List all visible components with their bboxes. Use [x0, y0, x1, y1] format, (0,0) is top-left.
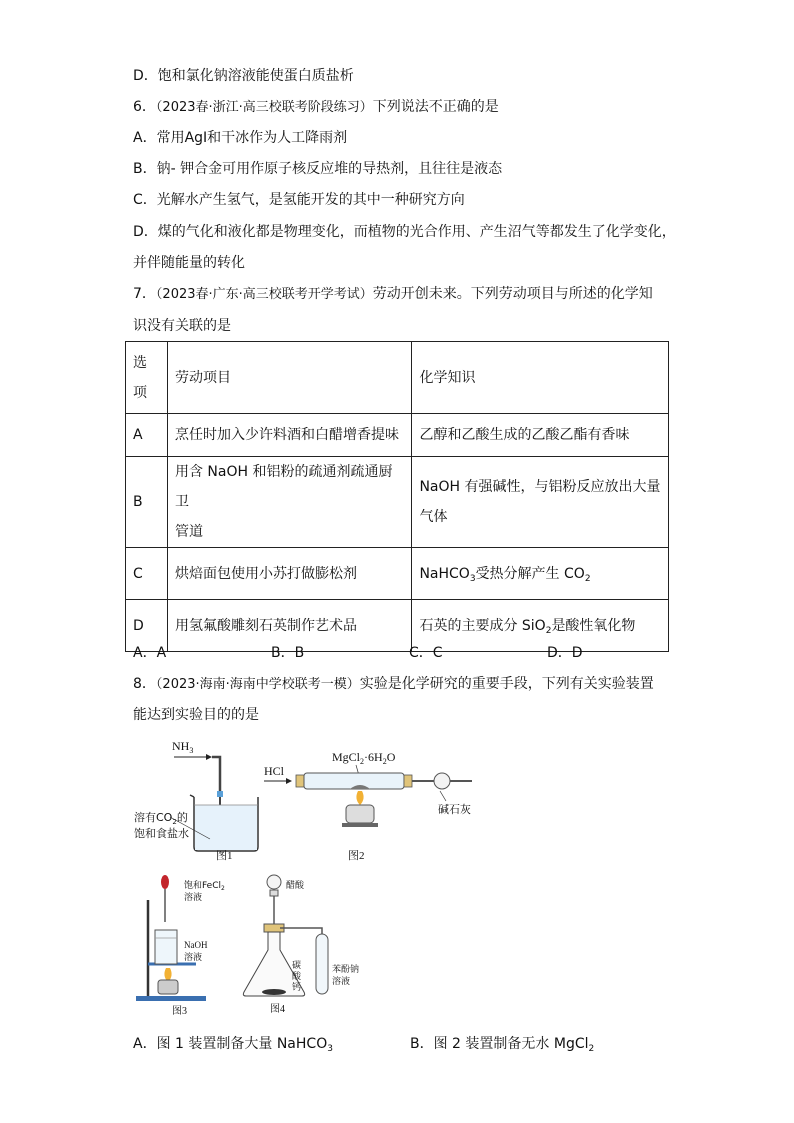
fig4-acid-label: 醋酸	[286, 881, 305, 891]
row-knowledge: 乙醇和乙酸生成的乙酸乙酯有香味	[412, 414, 669, 457]
figure-3	[132, 870, 242, 1020]
formula-subscript: 3	[327, 1044, 333, 1054]
q8-option-a	[133, 1034, 333, 1054]
q6-stem	[133, 97, 499, 118]
row-project: 烘焙面包使用小苏打做膨松剂	[167, 548, 412, 600]
row-knowledge	[412, 548, 669, 600]
fig1-arrow-head	[206, 754, 212, 760]
fig2-stopper-left	[296, 775, 304, 787]
table-cell	[126, 342, 168, 414]
row-project	[167, 457, 412, 548]
fig2-caption: 图2	[348, 850, 365, 862]
fig2-absorber-label: 碱石灰	[438, 803, 471, 816]
fig1-tube	[212, 757, 220, 793]
q7-option-b: B．B	[271, 645, 305, 661]
formula-text: NaHCO	[419, 565, 470, 582]
q7-table	[125, 341, 669, 652]
q7-number: 7．	[133, 286, 156, 302]
fig1-solution	[195, 805, 257, 850]
header-option-b: 项	[133, 384, 147, 401]
fig4-solid-line2: 酸	[292, 972, 302, 982]
figure-2	[262, 745, 482, 865]
q6-option-d-line2: 并伴随能量的转化	[133, 255, 245, 271]
q6-option-d-line1: D．煤的气化和液化都是物理变化，而植物的光合作用、产生沼气等都发生了化学变化，	[133, 224, 676, 240]
row-option: A	[126, 414, 168, 457]
row-project-line2: 管道	[174, 524, 203, 540]
fig1-solution-label-2: 饱和食盐水	[134, 827, 189, 840]
row-option: D	[126, 600, 168, 652]
fig4-solid	[262, 989, 286, 995]
fig2-reagent-label: $MgCl_2\cdot 6H_2O$	[332, 750, 396, 766]
row-project: 烹任时加入少许料酒和白醋增香提味	[167, 414, 412, 457]
q7-stem	[133, 284, 653, 305]
q5-option-d: D．饱和氯化钠溶液能使蛋白质盐析	[133, 68, 354, 84]
formula-subscript: 2	[545, 625, 552, 636]
q8-stem	[133, 674, 654, 695]
fig2-burner-base	[342, 823, 378, 827]
fig2-arrow-head	[286, 778, 292, 784]
fig3-caption: 图3	[172, 1006, 187, 1017]
fig1-beaker-lip	[190, 795, 194, 797]
q6-stem-text: 下列说法不正确的是	[372, 99, 499, 115]
formula-text: 受热分解产生 CO	[475, 565, 585, 582]
fig4-solution-line2: 溶液	[332, 977, 351, 987]
q8-option-b-text: B．图 2 装置制备无水 MgCl	[410, 1036, 589, 1052]
row-project-line1: 用含 NaOH 和铝粉的疏通剂疏通厨卫	[174, 464, 393, 510]
formula-text: 石英的主要成分 SiO	[419, 617, 546, 634]
row-option: B	[126, 457, 168, 548]
fig3-reagent1-line1: 饱和FeCl$_2$	[184, 881, 225, 892]
formula-subscript: 2	[588, 1044, 595, 1054]
formula-text: 是酸性氧化物	[551, 617, 636, 634]
q7-stem-line2: 识没有关联的是	[133, 318, 231, 334]
fig2-stopper-right	[404, 775, 412, 787]
row-knowledge-line1: NaOH 有强碱性，与铝粉反应放出大量	[419, 479, 661, 495]
formula-subscript: 2	[584, 573, 591, 584]
fig4-solid-line3: 钙	[292, 983, 302, 993]
table-row	[126, 342, 669, 414]
q7-stem-line1: 劳动开创未来。下列劳动项目与所述的化学知	[372, 286, 653, 302]
row-project: 用氢氟酸雕刻石英制作艺术品	[167, 600, 412, 652]
fig1-gas-label: $NH_3$	[172, 739, 194, 755]
table-header-project: 劳动项目	[167, 342, 412, 414]
formula-subscript: 3	[469, 573, 476, 584]
q6-option-b: B．钠- 钾合金可用作原子核反应堆的导热剂，且往往是液态	[133, 161, 503, 177]
fig3-reagent1-line2: 溶液	[184, 893, 203, 903]
fig3-burner	[158, 980, 178, 994]
q8-source: （2023·海南·海南中学校联考一模）	[155, 677, 360, 692]
fig3-reagent2-line2: 溶液	[184, 953, 203, 963]
fig4-caption: 图4	[270, 1004, 285, 1015]
fig2-pointer-2	[440, 791, 446, 801]
figure-4	[240, 868, 370, 1018]
q8-stem-line2: 能达到实验目的的是	[133, 707, 259, 723]
fig1-solution-label-1: 溶有$CO_2$的	[134, 811, 188, 826]
q6-option-c: C．光解水产生氢气，是氢能开发的其中一种研究方向	[133, 192, 465, 208]
row-option: C	[126, 548, 168, 600]
row-knowledge	[412, 457, 669, 548]
q8-option-b	[410, 1034, 594, 1054]
q8-number: 8．	[133, 676, 156, 692]
fig2-flame	[356, 791, 363, 805]
q7-options	[133, 642, 693, 662]
table-row	[126, 548, 669, 600]
q8-stem-line1: 实验是化学研究的重要手段，下列有关实验装置	[359, 676, 654, 692]
figure-1	[130, 735, 280, 865]
q7-option-d: D．D	[547, 645, 583, 661]
fig1-caption: 图1	[216, 850, 233, 862]
fig3-stand-base	[136, 996, 206, 1001]
fig2-burner	[346, 805, 374, 823]
table-header-knowledge: 化学知识	[412, 342, 669, 414]
fig4-stopcock	[270, 890, 278, 896]
fig3-beaker	[155, 930, 177, 964]
fig2-gas-label: HCl	[264, 764, 285, 778]
q6-source: （2023春·浙江·高三校联考阶段练习）	[155, 100, 373, 115]
table-row	[126, 414, 669, 457]
q7-source: （2023春·广东·高三校联考开学考试）	[155, 287, 373, 302]
header-option-a: 选	[133, 354, 147, 371]
fig4-test-tube	[316, 934, 328, 994]
q7-option-c: C．C	[409, 645, 443, 661]
fig4-solid-line1: 碳	[292, 961, 302, 971]
q6-number: 6．	[133, 99, 156, 115]
q6-option-a: A．常用AgI和干冰作为人工降雨剂	[133, 130, 348, 146]
fig3-dropper-bulb	[161, 875, 169, 889]
table-row	[126, 457, 669, 548]
fig1-tube-joint	[217, 791, 223, 797]
fig3-reagent2-line1: NaOH	[184, 940, 208, 950]
q7-option-a: A．A	[133, 645, 167, 661]
row-knowledge-line2: 气体	[419, 509, 448, 525]
q8-option-a-text: A．图 1 装置制备大量 NaHCO	[133, 1036, 328, 1052]
fig4-funnel-bulb	[267, 875, 281, 889]
fig4-solution-line1: 苯酚钠	[332, 965, 360, 975]
fig2-drying-bulb	[434, 773, 450, 789]
